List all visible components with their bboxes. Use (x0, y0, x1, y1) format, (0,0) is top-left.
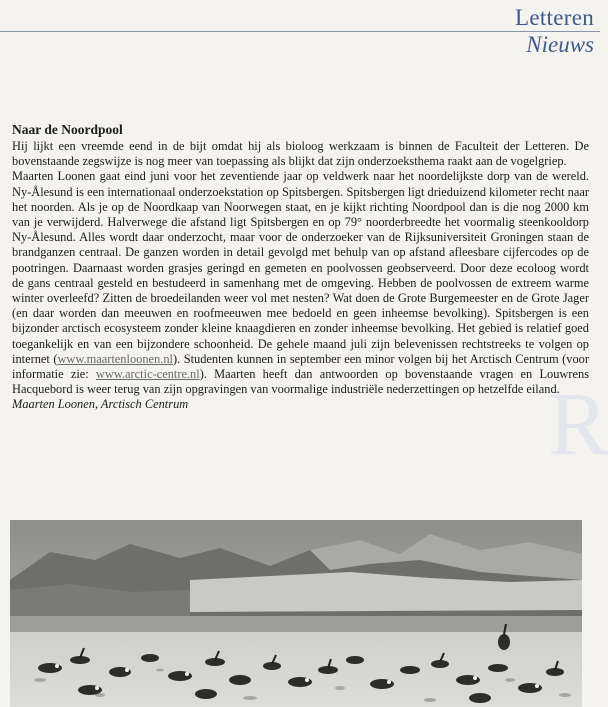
body-text-start: Maarten Loonen gaat eind juni voor het zeventiende jaar op veldwerk naar het noordelijkste dorp van de wereld. Ny-Ålesund is een internationaal onderzoekstation op Spitsbergen. Spitsbergen ligt drieduizend kilometer recht naar het noorden. Als je op de Noordkaap van Noorwegen staat, en je kijkt richting Noordpool dan is die nog 2000 km van je verwijderd. Halverwege die afstand ligt Spitsbergen en op 79° noorderbreedte het voormalig steenkooldorp Ny-Ålesund. Alles wordt daar onderzocht, maar voor de onderzoeker van de Rijksuniversiteit Groningen staan de brandganzen centraal. De ganzen worden in detail gevolgd met behulp van op afstand afleesbare cijfercodes op de pootringen. Daarnaast worden grasjes geringd en gemeten en poolvossen geobserveerd. Door deze ecoloog wordt de gans centraal gesteld en bestudeerd in samenhang met de omgeving. Hebben de poolvossen de extreem warme winter overleefd? Zitten de broedeilanden weer vol met nesten? Wat doen de Grote Burgemeester en de Grote Jager (en daar worden dan meeuwen en roofmeeuwen mee bedoeld en geen inheemse bevolking). Spitsbergen is een bijzonder arctisch ecosysteem zonder kleine knaagdieren en zonder inheemse bevolking. Het gebied is relatief goed toegankelijk en van een bijzondere schoonheid. De gehele maand juli zijn belevenissen rechtstreeks te volgen op internet ( (12, 169, 589, 366)
body-text-end: ). Maarten heeft dan antwoorden op bovenstaande vragen en Louwrens Hacquebord is weer terug van zijn opgravingen van voormalige industriële nederzettingen op hetzelfde eiland. (12, 367, 590, 397)
website-link-maartenloonen[interactable]: www.maartenloonen.nl (57, 351, 173, 366)
article-body (12, 169, 589, 397)
article (12, 122, 589, 413)
section-subtitle: Nieuws (526, 32, 594, 57)
article-intro: Hij lijkt een vreemde eend in de bijt omdat hij als bioloog werkzaam is binnen de Faculteit der Letteren. De bovenstaande zegswijze is nog meer van toepassing als blijkt dat zijn onderzoeksthema raakt aan de vogelgriep. (12, 139, 589, 169)
website-link-arctic-centre[interactable]: www.arctic-centre.nl (95, 367, 200, 382)
photo-geese-icon (10, 520, 582, 707)
watermark-letter: R (547, 375, 608, 474)
photo-geese-arctic (10, 520, 582, 707)
article-byline: Maarten Loonen, Arctisch Centrum (12, 397, 189, 412)
header-rule (0, 31, 600, 32)
section-title: Letteren (514, 5, 594, 30)
article-title: Naar de Noordpool (12, 122, 123, 137)
body-text-mid: ). Studenten kunnen in september een minor volgen bij het Arctisch Centrum (voor informatie zie: (12, 351, 589, 382)
